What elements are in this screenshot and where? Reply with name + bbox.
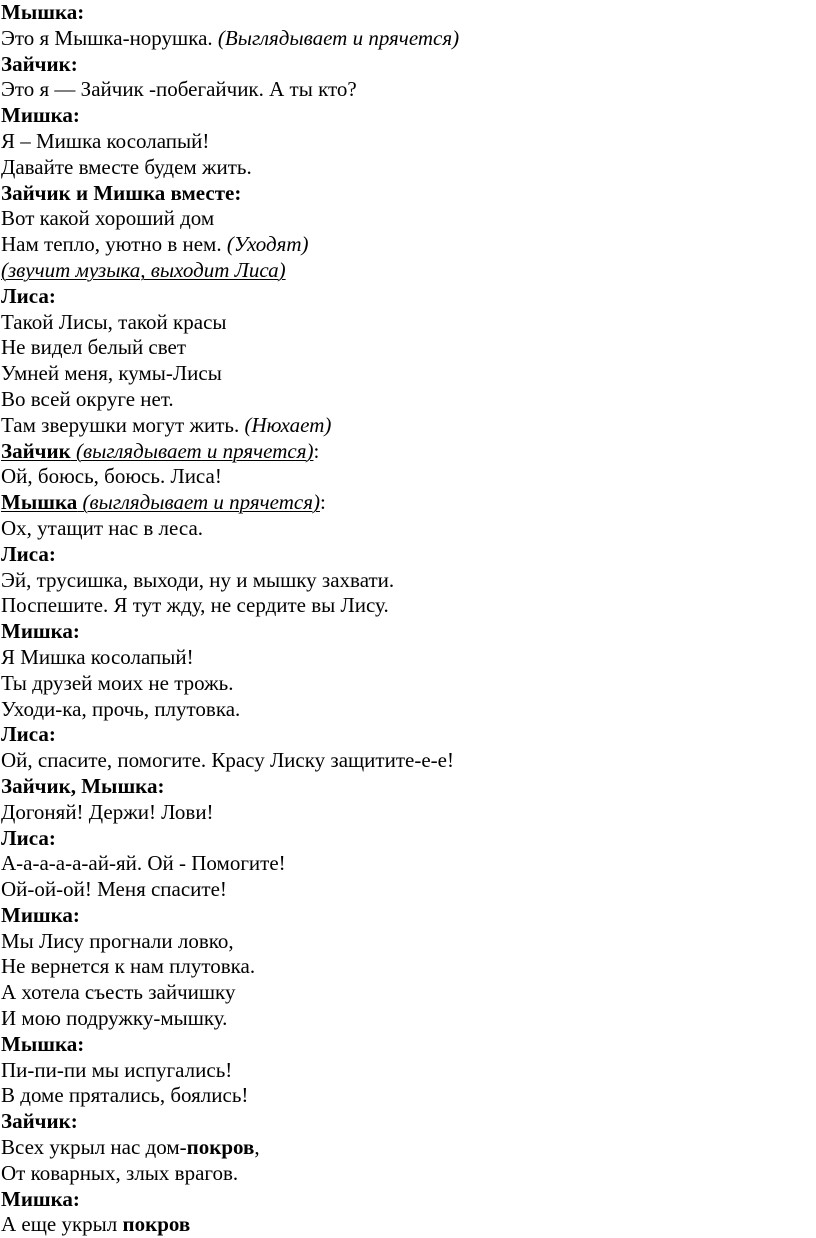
stage-direction: (Уходят) [226, 232, 309, 257]
bold-run: Зайчик [1, 438, 71, 463]
text-line [1, 516, 813, 542]
speaker-line [1, 181, 813, 207]
text-run: Мы Лису прогнали ловко, [1, 928, 234, 953]
text-run: Ох, утащит нас в леса. [1, 515, 204, 540]
speaker-line [1, 284, 813, 310]
stage-direction: (выглядывает и прячется) [70, 438, 314, 463]
text-line [1, 800, 813, 826]
text-run: Ой, боюсь, боюсь. Лиса! [1, 464, 222, 489]
text-line [1, 1083, 813, 1109]
text-line [1, 1006, 813, 1032]
text-run: Нам тепло, уютно в нем. [1, 232, 227, 257]
text-run: Пи-пи-пи мы испугались! [1, 1057, 233, 1082]
stage-direction: (звучит музыка, выходит Лиса) [1, 257, 286, 282]
text-run: Умней меня, кумы-Лисы [1, 361, 222, 386]
bold-run: Зайчик: [1, 1109, 78, 1134]
bold-run: Зайчик и Мишка вместе: [1, 180, 242, 205]
speaker-line [1, 103, 813, 129]
text-run: Уходи-ка, прочь, плутовка. [1, 696, 241, 721]
text-run: : [319, 490, 326, 515]
text-line [1, 877, 813, 903]
bold-run: покров [122, 1212, 191, 1237]
text-run: Это я Мышка-норушка. [1, 25, 218, 50]
text-line [1, 1161, 813, 1187]
text-line [1, 929, 813, 955]
text-line [1, 593, 813, 619]
speaker-line [1, 774, 813, 800]
text-line [1, 361, 813, 387]
bold-run: Лиса: [1, 825, 56, 850]
speaker-line [1, 619, 813, 645]
text-run: Всех укрыл нас дом- [1, 1135, 187, 1160]
bold-run: Лиса: [1, 283, 56, 308]
text-line [1, 1212, 813, 1238]
text-run: В доме прятались, боялись! [1, 1083, 249, 1108]
bold-run: Мишка: [1, 902, 80, 927]
text-line [1, 1135, 813, 1161]
text-line [1, 77, 813, 103]
text-line [1, 155, 813, 181]
text-run: Ой, спасите, помогите. Красу Лиску защитите-е-е! [1, 748, 454, 773]
text-run: Догоняй! Держи! Лови! [1, 799, 214, 824]
text-line [1, 310, 813, 336]
text-run: А хотела съесть зайчишку [1, 980, 236, 1005]
bold-run: Лиса: [1, 722, 56, 747]
text-line [1, 568, 813, 594]
document-page [1, 0, 813, 1238]
text-line [1, 232, 813, 258]
text-line [1, 206, 813, 232]
speaker-line [1, 722, 813, 748]
text-run: Такой Лисы, такой красы [1, 309, 227, 334]
bold-run: Зайчик: [1, 51, 78, 76]
text-line [1, 129, 813, 155]
text-run: : [313, 438, 320, 463]
bold-run: Лиса: [1, 541, 56, 566]
text-run: Я Мишка косолапый! [1, 644, 194, 669]
speaker-line [1, 903, 813, 929]
stage-direction: (выглядывает и прячется) [77, 490, 320, 515]
text-run: Я – Мишка косолапый! [1, 128, 210, 153]
text-run: А еще укрыл [1, 1212, 123, 1237]
text-run: Вот какой хороший дом [1, 206, 215, 231]
text-run: Эй, трусишка, выходи, ну и мышку захвати. [1, 567, 395, 592]
bold-run: Мышка: [1, 1031, 85, 1056]
text-line [1, 387, 813, 413]
bold-run: покров [186, 1135, 255, 1160]
text-run: А-а-а-а-а-ай-яй. Ой - Помогите! [1, 851, 286, 876]
text-run: Давайте вместе будем жить. [1, 154, 252, 179]
text-run: И мою подружку-мышку. [1, 1006, 228, 1031]
bold-run: Мишка: [1, 619, 80, 644]
bold-run: Мышка [1, 490, 78, 515]
text-run: Во всей округе нет. [1, 386, 174, 411]
bold-run: Мишка: [1, 1186, 80, 1211]
text-run: Ты друзей моих не трожь. [1, 670, 234, 695]
text-run: Поспешите. Я тут жду, не сердите вы Лису. [1, 593, 389, 618]
speaker-line [1, 826, 813, 852]
speaker-line [1, 0, 813, 26]
bold-run: Мышка: [1, 0, 85, 24]
text-line [1, 258, 813, 284]
text-run: Ой-ой-ой! Меня спасите! [1, 877, 227, 902]
speaker-line [1, 52, 813, 78]
text-line [1, 980, 813, 1006]
text-line [1, 1058, 813, 1084]
speaker-line [1, 1109, 813, 1135]
speaker-line [1, 1032, 813, 1058]
text-line [1, 490, 813, 516]
stage-direction: (Нюхает) [244, 412, 332, 437]
text-run: От коварных, злых врагов. [1, 1160, 239, 1185]
text-line [1, 335, 813, 361]
text-line [1, 697, 813, 723]
text-run: Это я — Зайчик -побегайчик. А ты кто? [1, 77, 357, 102]
text-line [1, 851, 813, 877]
text-run: Не вернется к нам плутовка. [1, 954, 256, 979]
speaker-line [1, 1187, 813, 1213]
text-line [1, 954, 813, 980]
text-run: Там зверушки могут жить. [1, 412, 245, 437]
text-line [1, 748, 813, 774]
bold-run: Зайчик, Мышка: [1, 773, 165, 798]
bold-run: Мишка: [1, 103, 80, 128]
text-line [1, 26, 813, 52]
text-line [1, 671, 813, 697]
text-line [1, 645, 813, 671]
stage-direction: (Выглядывает и прячется) [217, 25, 460, 50]
text-line [1, 439, 813, 465]
text-line [1, 464, 813, 490]
text-line [1, 413, 813, 439]
speaker-line [1, 542, 813, 568]
text-run: Не видел белый свет [1, 335, 187, 360]
text-run: , [254, 1135, 260, 1160]
